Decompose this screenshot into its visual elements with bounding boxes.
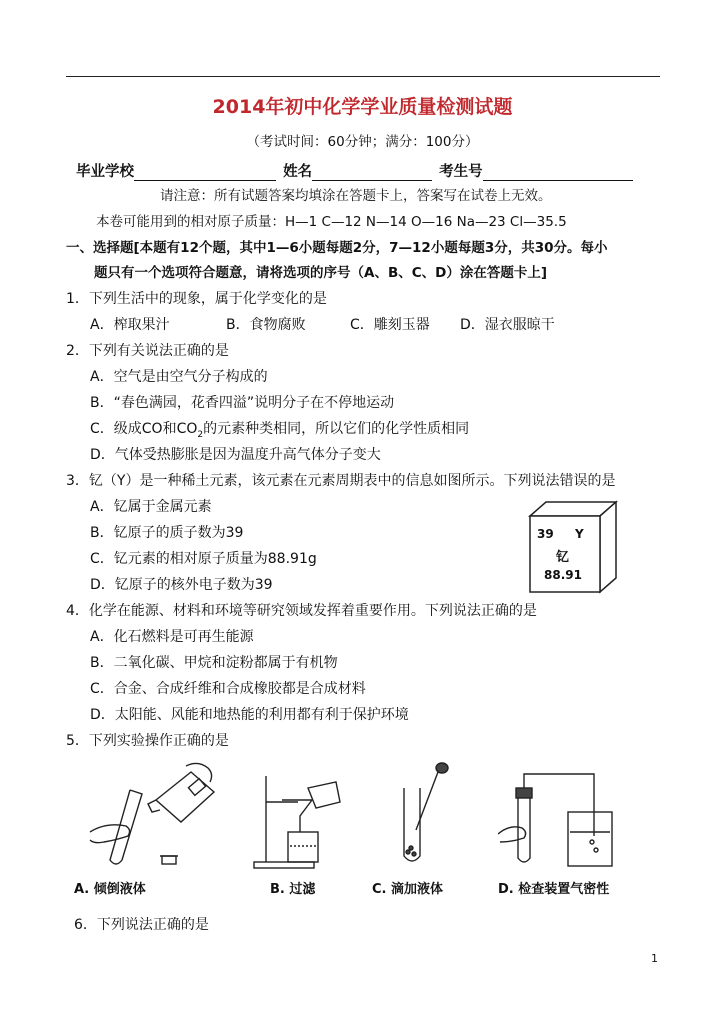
q2-stem: 2．下列有关说法正确的是 [66, 343, 229, 359]
atomic-mass-text: 本卷可能用到的相对原子质量：H—1 C—12 N—14 O—16 Na—23 Cl—35.5 [96, 214, 567, 230]
element-number: 39 [537, 527, 554, 541]
q3-option-b: B．钇原子的质子数为39 [90, 525, 244, 541]
id-field[interactable] [483, 164, 633, 181]
q1-stem: 1．下列生活中的现象，属于化学变化的是 [66, 291, 327, 307]
element-symbol: Y [575, 527, 584, 541]
q3-option-c: C．钇元素的相对原子质量为88.91g [90, 551, 317, 567]
q5-stem: 5．下列实验操作正确的是 [66, 733, 229, 749]
section-heading-2: 题只有一个选项符合题意，请将选项的序号（A、B、C、D）涂在答题卡上] [94, 265, 548, 281]
element-mass: 88.91 [544, 568, 582, 582]
name-label: 姓名 [283, 164, 313, 180]
school-field[interactable] [134, 164, 276, 181]
notice-text: 请注意：所有试题答案均填涂在答题卡上，答案写在试卷上无效。 [160, 188, 552, 204]
section-heading-1: 一、选择题[本题有12个题，其中1—6小题每题2分，7—12小题每题3分，共30分。每小 [66, 240, 608, 256]
q2-option-c: C．级成CO和$CO_2$的元素种类相同，所以它们的化学性质相同 [90, 421, 470, 440]
filtration-illustration [252, 772, 352, 872]
q4-option-b: B．二氧化碳、甲烷和淀粉都属于有机物 [90, 655, 338, 671]
exam-title: 2014年初中化学学业质量检测试题 [212, 96, 513, 118]
q2-option-b: B．“春色满园，花香四溢”说明分子在不停地运动 [90, 395, 395, 411]
q5-option-a: A. 倾倒液体 [74, 882, 146, 897]
q6-stem: 6．下列说法正确的是 [74, 917, 209, 933]
exam-subtitle: （考试时间：60分钟；满分：100分） [246, 134, 479, 150]
q4-stem: 4．化学在能源、材料和环境等研究领域发挥着重要作用。下列说法正确的是 [66, 603, 537, 619]
q4-option-c: C．合金、合成纤维和合成橡胶都是合成材料 [90, 681, 366, 697]
q2-option-d: D．气体受热膨胀是因为温度升高气体分子变大 [90, 447, 381, 463]
q4-option-a: A．化石燃料是可再生能源 [90, 629, 254, 645]
q4-option-d: D．太阳能、风能和地热能的利用都有利于保护环境 [90, 707, 409, 723]
q3-stem: 3．钇（Y）是一种稀土元素，该元素在元素周期表中的信息如图所示。下列说法错误的是 [66, 473, 616, 489]
q1-option-d: D．湿衣服晾干 [460, 317, 555, 333]
q1-option-b: B．食物腐败 [226, 317, 306, 333]
q1-option-a: A．榨取果汁 [90, 317, 170, 333]
q5-option-d: D. 检查装置气密性 [498, 882, 610, 897]
top-rule [66, 76, 660, 77]
school-label: 毕业学校 [76, 164, 134, 180]
q1-option-c: C．雕刻玉器 [350, 317, 430, 333]
q5-option-b: B. 过滤 [270, 882, 316, 897]
id-label: 考生号 [439, 164, 483, 180]
q5-option-c: C. 滴加液体 [372, 882, 444, 897]
dropper-illustration [398, 760, 458, 870]
q3-option-d: D．钇原子的核外电子数为39 [90, 577, 273, 593]
pouring-liquid-illustration [86, 760, 226, 870]
q2-option-a: A．空气是由空气分子构成的 [90, 369, 268, 385]
student-info-row [76, 160, 633, 181]
q3-option-a: A．钇属于金属元素 [90, 499, 212, 515]
page-number: 1 [651, 952, 658, 965]
name-field[interactable] [312, 164, 432, 181]
airtightness-illustration [498, 762, 618, 872]
element-name: 钇 [556, 550, 570, 565]
